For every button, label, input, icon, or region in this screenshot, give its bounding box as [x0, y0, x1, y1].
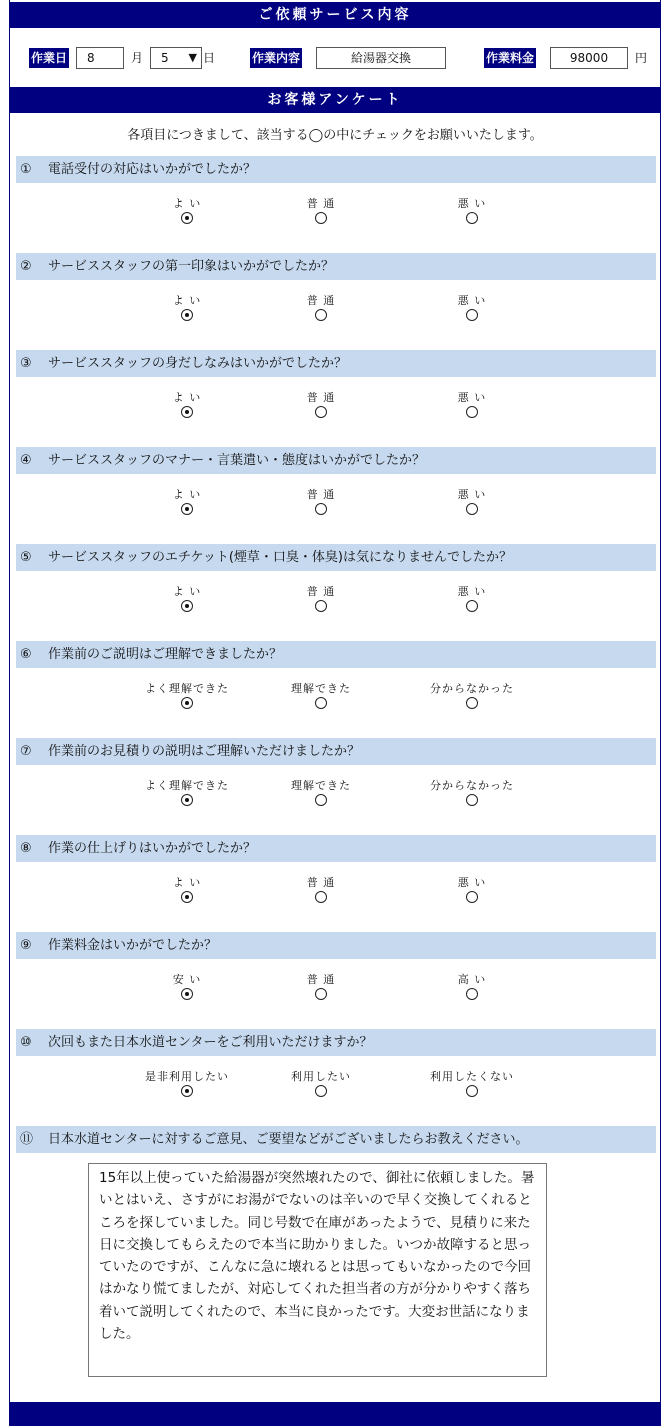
question-10-option-2[interactable]: [266, 1069, 376, 1101]
service-header: ご依頼サービス内容: [9, 2, 661, 28]
question-8-option-3[interactable]: [417, 875, 527, 907]
question-4-option-3[interactable]: [417, 487, 527, 519]
option-label: 普 通: [306, 391, 336, 404]
month-field[interactable]: 8: [76, 47, 124, 69]
question-8-option-2[interactable]: [266, 875, 376, 907]
question-text: 電話受付の対応はいかがでしたか？: [48, 162, 257, 177]
question-number: ⑧: [20, 841, 32, 856]
question-text: 日本水道センターに対するご意見、ご要望などがございましたらお教えください。: [48, 1132, 529, 1147]
question-number: ⑨: [20, 938, 32, 953]
option-label: よ い: [172, 197, 202, 210]
content-tag: 作業内容: [250, 48, 302, 68]
radio-button[interactable]: [466, 988, 478, 1000]
radio-button[interactable]: [181, 697, 193, 709]
radio-button[interactable]: [315, 697, 327, 709]
question-4-option-2[interactable]: [266, 487, 376, 519]
option-label: 悪 い: [457, 488, 487, 501]
question-9-option-1[interactable]: [132, 972, 242, 1004]
radio-button[interactable]: [466, 212, 478, 224]
option-label: 普 通: [306, 294, 336, 307]
radio-button[interactable]: [466, 794, 478, 806]
option-label: よく理解できた: [145, 682, 229, 695]
question-text: 次回もまた日本水道センターをご利用いただけますか？: [48, 1035, 373, 1050]
radio-button[interactable]: [315, 503, 327, 515]
option-label: 分からなかった: [430, 779, 514, 792]
option-label: 悪 い: [457, 391, 487, 404]
question-5-option-3[interactable]: [417, 584, 527, 616]
option-label: よ い: [172, 294, 202, 307]
day-select[interactable]: [150, 47, 202, 69]
question-2-option-3[interactable]: [417, 293, 527, 325]
question-3-option-1[interactable]: [132, 390, 242, 422]
radio-button[interactable]: [466, 406, 478, 418]
question-9-header: [16, 932, 656, 959]
question-text: サービススタッフのエチケット(煙草・口臭・体臭)は気になりませんでしたか？: [48, 550, 512, 565]
question-5-option-2[interactable]: [266, 584, 376, 616]
option-label: 普 通: [306, 488, 336, 501]
option-label: 普 通: [306, 876, 336, 889]
question-text: サービススタッフの身だしなみはいかがでしたか？: [48, 356, 348, 371]
content-field[interactable]: 給湯器交換: [316, 47, 446, 69]
question-1-option-1[interactable]: [132, 196, 242, 228]
radio-button[interactable]: [181, 309, 193, 321]
question-number: ⑤: [20, 550, 32, 565]
question-6-option-1[interactable]: [132, 681, 242, 713]
question-number: ①: [20, 162, 32, 177]
radio-button[interactable]: [315, 309, 327, 321]
question-number: ⑪: [20, 1132, 34, 1147]
month-unit: 月: [131, 51, 144, 65]
radio-button[interactable]: [466, 891, 478, 903]
option-label: よ い: [172, 391, 202, 404]
option-label: 利用したくない: [430, 1070, 514, 1083]
radio-button[interactable]: [315, 212, 327, 224]
question-9-option-3[interactable]: [417, 972, 527, 1004]
option-label: 是非利用したい: [145, 1070, 229, 1083]
question-7-option-1[interactable]: [132, 778, 242, 810]
question-5-header: [16, 544, 656, 571]
radio-button[interactable]: [181, 1085, 193, 1097]
question-3-header: [16, 350, 656, 377]
question-3-option-2[interactable]: [266, 390, 376, 422]
footer-bar: [9, 1402, 661, 1426]
question-1-option-2[interactable]: [266, 196, 376, 228]
question-number: ⑦: [20, 744, 32, 759]
day-value: 5: [161, 51, 169, 65]
question-2-option-2[interactable]: [266, 293, 376, 325]
radio-button[interactable]: [466, 309, 478, 321]
option-label: 普 通: [306, 585, 336, 598]
option-label: 悪 い: [457, 585, 487, 598]
radio-button[interactable]: [315, 988, 327, 1000]
question-5-option-1[interactable]: [132, 584, 242, 616]
option-label: 利用したい: [291, 1070, 351, 1083]
question-4-header: [16, 447, 656, 474]
question-10-option-1[interactable]: [132, 1069, 242, 1101]
option-label: よ い: [172, 585, 202, 598]
radio-button[interactable]: [181, 891, 193, 903]
question-8-option-1[interactable]: [132, 875, 242, 907]
question-10-option-3[interactable]: [417, 1069, 527, 1101]
comment-textarea[interactable]: 15年以上使っていた給湯器が突然壊れたので、御社に依頼しました。暑いとはいえ、さすがにお湯がでないのは辛いので早く交換してくれるところを探していました。同じ号数で在庫があったようで、見積りに来た日に交換してもらえたので本当に助かりました。いつか故障すると思っていたのですが、こんなに急に壊れるとは思ってもいなかったので今回はかなり慌てましたが、対応してくれた担当者の方が分かりやすく落ち着いて説明してくれたので、本当に良かったです。大変お世話になりました。: [88, 1163, 547, 1377]
question-7-option-3[interactable]: [417, 778, 527, 810]
question-number: ②: [20, 259, 32, 274]
option-label: 安 い: [172, 973, 202, 986]
question-4-option-1[interactable]: [132, 487, 242, 519]
radio-button[interactable]: [315, 891, 327, 903]
survey-header: お客様アンケート: [9, 87, 661, 113]
question-number: ③: [20, 356, 32, 371]
radio-button[interactable]: [181, 600, 193, 612]
option-label: よ い: [172, 488, 202, 501]
radio-button[interactable]: [315, 600, 327, 612]
question-text: サービススタッフの第一印象はいかがでしたか？: [48, 259, 335, 274]
option-label: 高 い: [457, 973, 487, 986]
question-number: ④: [20, 453, 32, 468]
radio-button[interactable]: [466, 503, 478, 515]
option-label: 理解できた: [291, 779, 351, 792]
radio-button[interactable]: [181, 406, 193, 418]
question-2-header: [16, 253, 656, 280]
fee-tag: 作業料金: [484, 48, 536, 68]
question-6-option-2[interactable]: [266, 681, 376, 713]
radio-button[interactable]: [315, 794, 327, 806]
radio-button[interactable]: [466, 1085, 478, 1097]
date-tag: 作業日: [29, 48, 69, 68]
radio-button[interactable]: [466, 697, 478, 709]
question-11-header: [16, 1126, 656, 1153]
question-text: 作業料金はいかがでしたか？: [48, 938, 218, 953]
option-label: 分からなかった: [430, 682, 514, 695]
question-1-option-3[interactable]: [417, 196, 527, 228]
question-7-header: [16, 738, 656, 765]
question-3-option-3[interactable]: [417, 390, 527, 422]
radio-button[interactable]: [181, 212, 193, 224]
day-unit: 日: [203, 51, 216, 65]
radio-button[interactable]: [315, 1085, 327, 1097]
question-text: 作業の仕上げりはいかがでしたか？: [48, 841, 257, 856]
question-2-option-1[interactable]: [132, 293, 242, 325]
question-9-option-2[interactable]: [266, 972, 376, 1004]
question-text: サービススタッフのマナー・言葉遣い・態度はいかがでしたか？: [48, 453, 426, 468]
fee-unit: 円: [635, 51, 648, 65]
radio-button[interactable]: [466, 600, 478, 612]
question-number: ⑩: [20, 1035, 32, 1050]
fee-field[interactable]: 98000: [550, 47, 628, 69]
option-label: よく理解できた: [145, 779, 229, 792]
option-label: 普 通: [306, 197, 336, 210]
option-label: 普 通: [306, 973, 336, 986]
option-label: 悪 い: [457, 876, 487, 889]
option-label: 悪 い: [457, 294, 487, 307]
question-text: 作業前のお見積りの説明はご理解いただけましたか？: [48, 744, 361, 759]
question-number: ⑥: [20, 647, 32, 662]
question-6-header: [16, 641, 656, 668]
survey-intro: 各項目につきまして、該当する◯の中にチェックをお願いいたします。: [127, 128, 543, 143]
radio-button[interactable]: [315, 406, 327, 418]
question-1-header: [16, 156, 656, 183]
question-7-option-2[interactable]: [266, 778, 376, 810]
question-text: 作業前のご説明はご理解できましたか？: [48, 647, 283, 662]
question-6-option-3[interactable]: [417, 681, 527, 713]
radio-button[interactable]: [181, 794, 193, 806]
service-info-row: [10, 44, 660, 72]
option-label: 悪 い: [457, 197, 487, 210]
radio-button[interactable]: [181, 503, 193, 515]
question-8-header: [16, 835, 656, 862]
chevron-down-icon: ▼: [188, 51, 197, 64]
option-label: 理解できた: [291, 682, 351, 695]
option-label: よ い: [172, 876, 202, 889]
question-10-header: [16, 1029, 656, 1056]
radio-button[interactable]: [181, 988, 193, 1000]
